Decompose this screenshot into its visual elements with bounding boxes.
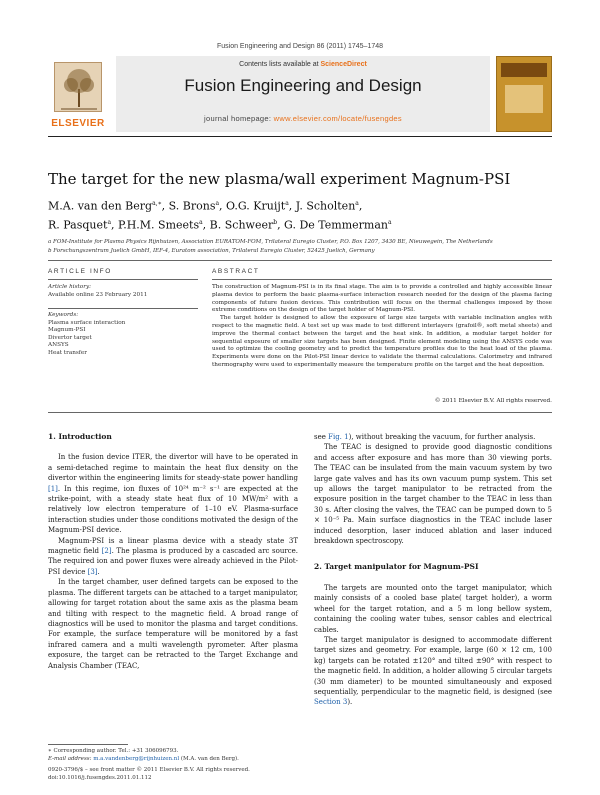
- keyword-item: Magnum-PSI: [48, 327, 86, 334]
- keywords-rule: [48, 308, 198, 309]
- section-heading-introduction: 1. Introduction: [48, 432, 112, 441]
- abstract-heading: ABSTRACT: [212, 268, 260, 275]
- email-suffix: (M.A. van den Berg).: [179, 755, 239, 762]
- author-line-1: [48, 196, 552, 215]
- keywords-block: [48, 312, 198, 358]
- section-heading-target-manipulator: 2. Target manipulator for Magnum-PSI: [314, 562, 479, 572]
- author-affil-marker: b: [273, 218, 278, 226]
- keyword-item: Divertor target: [48, 334, 92, 341]
- body-paragraph: [314, 432, 552, 442]
- text-run: ), without breaking the vacuum, for further analysis.: [348, 433, 536, 441]
- contents-availability: [116, 61, 490, 68]
- section-link[interactable]: Section 3: [314, 698, 348, 707]
- keywords-label: Keywords:: [48, 312, 79, 318]
- journal-citation: Fusion Engineering and Design 86 (2011) 1745–1748: [216, 43, 384, 50]
- text-run: ).: [347, 698, 353, 707]
- article-history: [48, 284, 198, 299]
- keyword-item: ANSYS: [48, 342, 69, 349]
- author-separator: ,: [358, 199, 363, 213]
- author-affil-marker: a: [355, 200, 359, 207]
- contents-prefix: Contents lists available at: [239, 61, 321, 68]
- body-paragraph: In the target chamber, user defined targets can be exposed to the plasma. The different targets can be attached to a target manipulator, allowing for target rotation about the same axis as the plasma beam and tilting with respect to the magnetic field. A broad range of diagnostics will be used to monitor the plasma and target conditions. For example, the surface temperature will be monitored by a fast infrared camera and a multi wavelength pyrometer. After plasma exposure, the target can be retracted to the Target Exchange and Analysis Chamber (TEAC,: [48, 578, 298, 670]
- publisher-logo-text: ELSEVIER: [51, 118, 105, 129]
- body-paragraph: [48, 536, 298, 578]
- body-paragraph: [314, 635, 552, 708]
- doi-note[interactable]: doi:10.1016/j.fusengdes.2011.01.112: [48, 774, 152, 781]
- author-affil-marker: a: [215, 200, 220, 207]
- figure-link[interactable]: Fig. 1: [328, 433, 349, 441]
- author-name[interactable]: M.A. van den Berg: [48, 199, 153, 213]
- header-rule: [48, 136, 552, 137]
- journal-homepage: [116, 114, 490, 123]
- article-title: The target for the new plasma/wall experiment Magnum-PSI: [48, 170, 511, 188]
- reference-link[interactable]: [3]: [87, 567, 98, 576]
- text-run: .: [97, 567, 100, 576]
- author-name[interactable]: , O.G. Kruijt: [219, 199, 286, 213]
- cover-band: [501, 63, 547, 77]
- text-run: The target manipulator is designed to accommodate different target sizes and geometry. For example, large (60 × 12 cm, 100 kg) targets can be rotated ±120° and tilted ±90° with respect to the magnetic field. In addition, a holder allowing 5 circular targets (30 mm diameter) to be mounted simultaneously and exposed sequentially, perpendicular to the magnetic field, is designed (see: [314, 635, 552, 696]
- author-affil-marker: a: [199, 218, 203, 226]
- sciencedirect-link[interactable]: ScienceDirect: [320, 61, 367, 68]
- footnote-rule: [48, 744, 128, 745]
- abstract-paragraph-1: The construction of Magnum-PSI is in its final stage. The aim is to provide a controlled and highly accessible linear plasma device to perform the basic plasma-surface interaction research needed for the design of the plasma facing components of future fusion devices. This contribution will focus on the thermal challenges imposed by those extreme conditions on the design of the target holder of Magnum-PSI.: [212, 284, 552, 314]
- body-paragraph: The targets are mounted onto the target manipulator, which mainly consists of a cooled base plate( target holder), a worm wheel for the target rotation, and a 5 m long bellow system, containing the cooling water tubes, sensor cables and electrical cables.: [314, 583, 552, 634]
- author-name[interactable]: , P.H.M. Smeets: [111, 218, 200, 232]
- author-affil-marker: a,∗: [152, 200, 162, 207]
- abstract-paragraph-2: The target holder is designed to allow the exposure of large size targets with variable inclination angles with respect to the magnetic field. A test set up was made to test different interlayers (grafoil®, soft metal sheets) and improve the thermal contact between the target and the heat sink. In addition, a modular target holder for sequential exposure of smaller size targets has been designed. Finite element modeling using the ANSYS code was used to optimize the cooling geometry and to predict the temperature profiles due to the heat load of the plasma. Experiments were done on the Pilot-PSI linear device to validate the thermal calculations. Calorimetry and infrared thermography were used to experimentally measure the temperature profile on the target and the heat deposition.: [212, 315, 552, 368]
- author-name[interactable]: , S. Brons: [161, 199, 216, 213]
- email-note: [48, 756, 308, 764]
- reference-link[interactable]: [1]: [48, 484, 58, 493]
- article-info-rule: [48, 279, 198, 280]
- affiliation-b: b Forschungszentrum Juelich GmbH, IEF-4, Euratom association, Trilateral Euregio Cluster, 52425 Juelich, Germany: [48, 248, 375, 254]
- left-column: [48, 432, 298, 671]
- corresponding-author-note: ∗ Corresponding author. Tel.: +31 306096793.: [48, 748, 179, 754]
- abstract-rule: [212, 279, 552, 280]
- homepage-prefix: journal homepage:: [204, 114, 274, 123]
- affiliation-a: a FOM-Institute for Plasma Physics Rijnhuizen, Association EURATOM-FOM, Trilateral Euregio Cluster, P.O. Box 1207, 3430 BE, Nieuwegein, The Netherlands: [48, 239, 493, 245]
- right-column: [314, 432, 552, 708]
- author-name[interactable]: , J. Scholten: [288, 199, 356, 213]
- email-link[interactable]: m.a.vandenberg@rijnhuizen.nl: [93, 755, 180, 762]
- history-value: Available online 23 February 2011: [48, 291, 148, 298]
- author-list: [48, 196, 552, 233]
- author-affil-marker: a: [387, 218, 392, 226]
- author-affil-marker: a: [107, 218, 112, 226]
- journal-title: Fusion Engineering and Design: [184, 76, 422, 95]
- issn-note: 0920-3796/$ – see front matter © 2011 Elsevier B.V. All rights reserved.: [48, 767, 250, 773]
- author-name[interactable]: , B. Schweer: [202, 218, 274, 232]
- affiliations: [48, 238, 552, 256]
- author-name[interactable]: , G. De Temmerman: [277, 218, 388, 232]
- body-paragraph: The TEAC is designed to provide good diagnostic conditions and access after exposure and has more than 30 viewing ports. The TEAC can be insulated from the main vacuum system by two large gate valves and has its own vacuum pump system. This set up allows the target manipulator to be retracted from the exposure position in the target chamber to the TEAC in less than 30 s. After closing the valves, the TEAC can be pumped down to 5 × 10⁻⁵ Pa. Main surface diagnostics in the TEAC include laser induced desorption, laser induced ablation and laser induced breakdown spectroscopy.: [314, 443, 552, 546]
- journal-header: [48, 56, 552, 132]
- footnotes: [48, 748, 308, 782]
- reference-link[interactable]: [2]: [101, 547, 112, 556]
- author-name[interactable]: R. Pasquet: [48, 218, 108, 232]
- abstract-text: [212, 284, 552, 370]
- keyword-item: Heat transfer: [48, 349, 87, 356]
- elsevier-logo: [48, 56, 108, 132]
- journal-cover-thumbnail: [496, 56, 552, 132]
- author-affil-marker: a: [285, 200, 289, 207]
- body-rule: [48, 412, 552, 413]
- masthead: [116, 56, 490, 132]
- text-run: . The plasma is produced by a cascaded arc source. The required ion and power fluxes were already achieved in the Pilot-PSI device: [48, 547, 299, 576]
- keyword-item: Plasma surface interaction: [48, 319, 126, 326]
- copyright-notice: © 2011 Elsevier B.V. All rights reserved.: [434, 398, 552, 404]
- elsevier-tree-icon: [54, 62, 102, 112]
- email-label: E-mail address:: [48, 755, 94, 762]
- body-paragraph: [48, 452, 298, 535]
- text-run: see: [314, 433, 329, 441]
- text-run: . In this regime, ion fluxes of 10²⁴ m⁻² s⁻¹ are expected at the strike-point, with a steady state heat flux of 10 MW/m² with a relatively low electron temperature of 1–10 eV. Plasma-surface interaction studies under those conditions motivated the design of the Magnum-PSI device.: [48, 484, 298, 535]
- section-rule: [48, 260, 552, 261]
- text-run: In the fusion device ITER, the divertor will have to be operated in a semi-detached regime to maintain the heat flux density on the divertor within the engineering limits for steady-state power handling: [48, 453, 298, 483]
- article-info-heading: ARTICLE INFO: [48, 268, 112, 275]
- text-run: Magnum-PSI is a linear plasma device with a steady state 3T magnetic field: [48, 536, 298, 556]
- history-label: Article history:: [48, 284, 92, 290]
- cover-band-secondary: [505, 85, 543, 113]
- homepage-link[interactable]: www.elsevier.com/locate/fusengdes: [273, 114, 402, 123]
- author-line-2: [48, 215, 552, 234]
